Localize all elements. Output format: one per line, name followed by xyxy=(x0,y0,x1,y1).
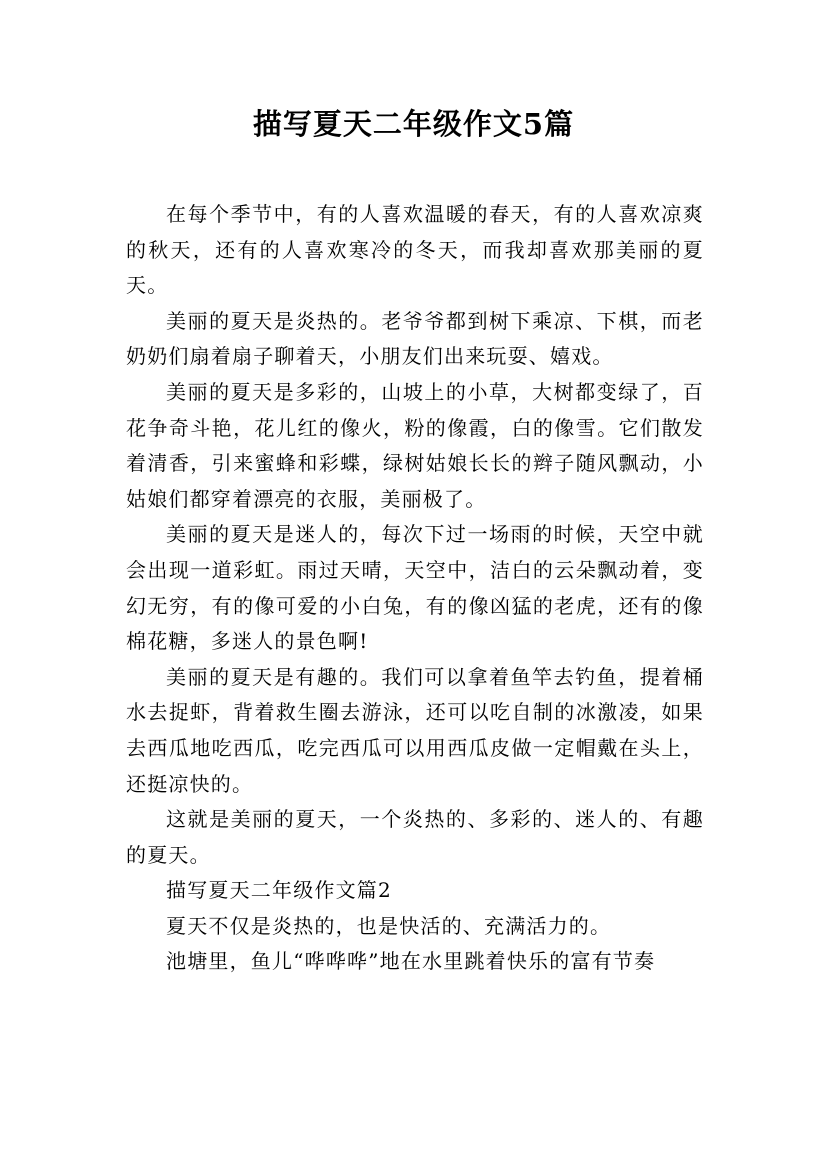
paragraph-5: 美丽的夏天是有趣的。我们可以拿着鱼竿去钓鱼，提着桶水去捉虾，背着救生圈去游泳，还可以吃自制的冰激凌，如果去西瓜地吃西瓜，吃完西瓜可以用西瓜皮做一定帽戴在头上，还挺凉快的。 xyxy=(126,664,704,796)
document-body xyxy=(126,197,704,980)
paragraph-4: 美丽的夏天是迷人的，每次下过一场雨的时候，天空中就会出现一道彩虹。雨过天晴，天空中，洁白的云朵飘动着，变幻无穷，有的像可爱的小白兔，有的像凶猛的老虎，还有的像棉花糖，多迷人的景色啊! xyxy=(126,522,704,654)
paragraph-2: 美丽的夏天是炎热的。老爷爷都到树下乘凉、下棋，而老奶奶们扇着扇子聊着天，小朋友们出来玩耍、嬉戏。 xyxy=(126,308,704,369)
paragraph-7: 夏天不仅是炎热的，也是快活的、充满活力的。 xyxy=(166,913,612,938)
paragraph-8: 池塘里，鱼儿“哗哗哗”地在水里跳着快乐的富有节奏 xyxy=(166,949,656,974)
paragraph-6: 这就是美丽的夏天，一个炎热的、多彩的、迷人的、有趣的夏天。 xyxy=(126,807,704,867)
section-heading-2: 描写夏天二年级作文篇2 xyxy=(166,878,392,903)
paragraph-3: 美丽的夏天是多彩的，山坡上的小草，大树都变绿了，百花争奇斗艳，花儿红的像火，粉的像霞，白的像雪。它们散发着清香，引来蜜蜂和彩蝶，绿树姑娘长长的辫子随风飘动，小姑娘们都穿着漂亮的衣服，美丽极了。 xyxy=(126,379,704,511)
document-title: 描写夏天二年级作文5篇 xyxy=(252,107,575,141)
paragraph-1: 在每个季节中，有的人喜欢温暖的春天，有的人喜欢凉爽的秋天，还有的人喜欢寒冷的冬天，而我却喜欢那美丽的夏天。 xyxy=(126,202,704,298)
